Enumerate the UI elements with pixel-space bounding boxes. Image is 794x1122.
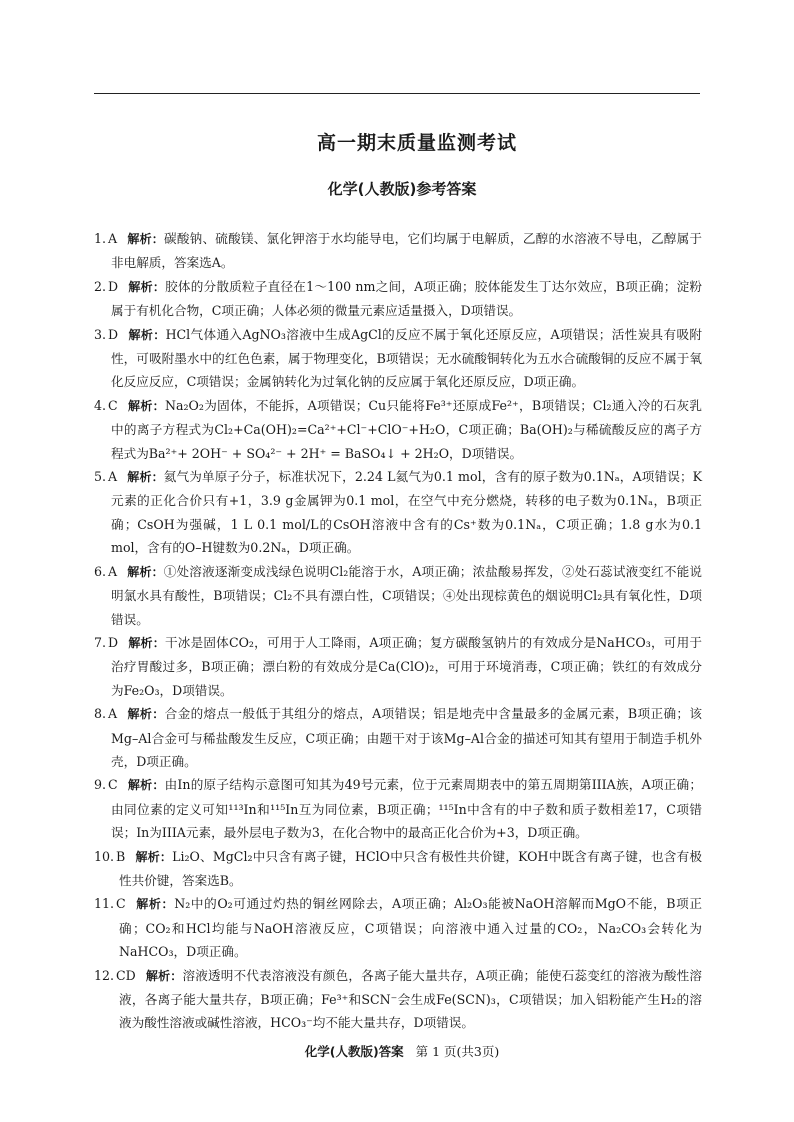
item-explanation: 胶体的分散质粒子直径在1～100 nm之间，A项正确；胶体能发生丁达尔效应，B项正确；淀粉属于有机化合物，C项正确；人体必须的微量元素应适量摄入，D项错误。 bbox=[111, 278, 702, 319]
item-number: 12. bbox=[94, 967, 115, 983]
item-answer: C bbox=[116, 896, 126, 912]
item-answer: C bbox=[108, 777, 118, 793]
item-answer: CD bbox=[116, 967, 136, 983]
answer-item-6 bbox=[94, 560, 702, 631]
page-subtitle: 化学(人教版)参考答案 bbox=[327, 180, 477, 198]
item-explanation: ①处溶液逐渐变成浅绿色说明Cl₂能溶于水，A项正确；浓盐酸易挥发，②处石蕊试液变红不能说明氯水具有酸性，B项错误；Cl₂不具有漂白性，C项错误；④处出现棕黄色的烟说明Cl₂具有氧化性，D项错误。 bbox=[111, 563, 702, 627]
header-rule bbox=[94, 93, 700, 94]
item-number: 4. bbox=[94, 397, 107, 413]
answer-item-9 bbox=[94, 773, 702, 844]
item-explanation: HCl气体通入AgNO₃溶液中生成AgCl的反应不属于氧化还原反应，A项错误；活性炭具有吸附性，可吸附墨水中的红色色素，属于物理变化，B项错误；无水硫酸铜转化为五水合硫酸铜的反应不属于氧化反应反应，C项错误；金属钠转化为过氧化钠的反应属于氧化还原反应，D项正确。 bbox=[111, 326, 702, 390]
item-answer: D bbox=[108, 278, 119, 294]
item-answer: C bbox=[108, 397, 118, 413]
item-number: 6. bbox=[94, 563, 107, 579]
item-explanation: 由In的原子结构示意图可知其为49号元素，位于元素周期表中的第五周期第IIIA族，A项正确；由同位素的定义可知¹¹³In和¹¹⁵In互为同位素，B项正确；¹¹⁵In中含有的中子数和质子数相差17，C项错误；In为IIIA元素，最外层电子数为3，在化合物中的最高正化合价为+3，D项正确。 bbox=[111, 777, 702, 841]
analysis-label: 解析： bbox=[127, 470, 164, 485]
analysis-label: 解析： bbox=[127, 778, 165, 793]
footer-page-number: 第 1 页(共3页) bbox=[415, 1044, 500, 1059]
item-number: 8. bbox=[94, 706, 107, 722]
item-answer: D bbox=[108, 634, 119, 650]
page-title: 高一期末质量监测考试 bbox=[316, 132, 517, 154]
analysis-label: 解析： bbox=[128, 635, 165, 650]
item-answer: A bbox=[108, 563, 118, 579]
analysis-label: 解析： bbox=[127, 564, 164, 579]
analysis-label: 解析： bbox=[128, 327, 166, 342]
item-number: 2. bbox=[94, 278, 107, 294]
analysis-label: 解析： bbox=[127, 707, 165, 722]
answer-item-10 bbox=[94, 845, 702, 893]
analysis-label: 解析： bbox=[127, 398, 165, 413]
answer-item-11 bbox=[94, 892, 702, 963]
answer-item-4 bbox=[94, 394, 702, 465]
item-explanation: 氦气为单原子分子，标准状况下，2.24 L氦气为0.1 mol，含有的原子数为0.1Nₐ，A项错误；K元素的正化合价只有+1，3.9 g金属钾为0.1 mol，在空气中充分燃烧，转移的电子数为0.1Nₐ，B项正确；CsOH为强碱，1 L 0.1 mol/L的CsOH溶液中含有的Cs⁺数为0.1Nₐ，C项正确；1.8 g水为0.1 mol，含有的O–H键数为0.2Nₐ，D项正确。 bbox=[111, 469, 702, 556]
analysis-label: 解析： bbox=[127, 232, 165, 246]
analysis-label: 解析： bbox=[135, 849, 173, 864]
item-answer: B bbox=[116, 848, 126, 864]
item-number: 1. bbox=[94, 231, 107, 246]
item-explanation: Li₂O、MgCl₂中只含有离子键，HClO中只含有极性共价键，KOH中既含有离子键，也含有极性共价键，答案选B。 bbox=[119, 848, 702, 888]
item-explanation: 碳酸钠、硫酸镁、氯化钾溶于水均能导电，它们均属于电解质，乙醇的水溶液不导电，乙醇属于非电解质，答案选A。 bbox=[111, 231, 702, 271]
item-number: 3. bbox=[94, 326, 107, 342]
footer-subject: 化学(人教版)答案 bbox=[304, 1044, 404, 1059]
item-number: 10. bbox=[94, 848, 115, 864]
item-answer: D bbox=[108, 326, 119, 342]
item-explanation: Na₂O₂为固体，不能拆，A项错误；Cu只能将Fe³⁺还原成Fe²⁺，B项错误；Cl₂通入冷的石灰乳中的离子方程式为Cl₂+Ca(OH)₂=Ca²⁺+Cl⁻+ClO⁻+H₂O，C项正确；Ba(OH)₂与稀硫酸反应的离子方程式为Ba²⁺+ 2OH⁻ + SO₄²⁻ + 2H⁺ = BaSO₄↓ + 2H₂O，D项错误。 bbox=[111, 397, 702, 461]
answer-item-2 bbox=[94, 275, 702, 323]
item-number: 11. bbox=[94, 896, 115, 912]
answer-list bbox=[94, 227, 702, 1035]
item-number: 7. bbox=[94, 634, 107, 650]
answer-item-8 bbox=[94, 702, 702, 773]
item-answer: A bbox=[108, 469, 118, 485]
item-explanation: 干冰是固体CO₂，可用于人工降雨，A项正确；复方碳酸氢钠片的有效成分是NaHCO₃，可用于治疗胃酸过多，B项正确；漂白粉的有效成分是Ca(ClO)₂，可用于环境消毒，C项正确；铁红的有效成分为Fe₂O₃，D项错误。 bbox=[111, 634, 702, 698]
analysis-label: 解析： bbox=[135, 897, 175, 912]
answer-item-1 bbox=[94, 227, 702, 275]
item-answer: A bbox=[108, 231, 118, 246]
analysis-label: 解析： bbox=[145, 968, 183, 983]
item-explanation: 合金的熔点一般低于其组分的熔点，A项错误；铝是地壳中含量最多的金属元素，B项正确；该Mg–Al合金可与稀盐酸发生反应，C项正确；由题干对于该Mg–Al合金的描述可知其有望用于制造手机外壳，D项正确。 bbox=[111, 706, 702, 769]
answer-item-5 bbox=[94, 465, 702, 560]
item-number: 9. bbox=[94, 777, 107, 793]
item-number: 5. bbox=[94, 469, 107, 485]
answer-item-3 bbox=[94, 323, 702, 394]
page-footer bbox=[0, 1042, 794, 1060]
answer-item-7 bbox=[94, 631, 702, 702]
item-explanation: 溶液透明不代表溶液没有颜色，各离子能大量共存，A项正确；能使石蕊变红的溶液为酸性溶液，各离子能大量共存，B项正确；Fe³⁺和SCN⁻会生成Fe(SCN)₃，C项错误；加入铝粉能产生H₂的溶液为酸性溶液或碱性溶液，HCO₃⁻均不能大量共存，D项错误。 bbox=[119, 967, 702, 1031]
item-explanation: N₂中的O₂可通过灼热的铜丝网除去，A项正确；Al₂O₃能被NaOH溶解而MgO不能，B项正确；CO₂和HCl均能与NaOH溶液反应，C项错误；向溶液中通入过量的CO₂，Na₂CO₃会转化为NaHCO₃，D项正确。 bbox=[119, 896, 702, 960]
analysis-label: 解析： bbox=[128, 279, 166, 294]
answer-item-12 bbox=[94, 964, 702, 1035]
item-answer: A bbox=[108, 706, 118, 722]
